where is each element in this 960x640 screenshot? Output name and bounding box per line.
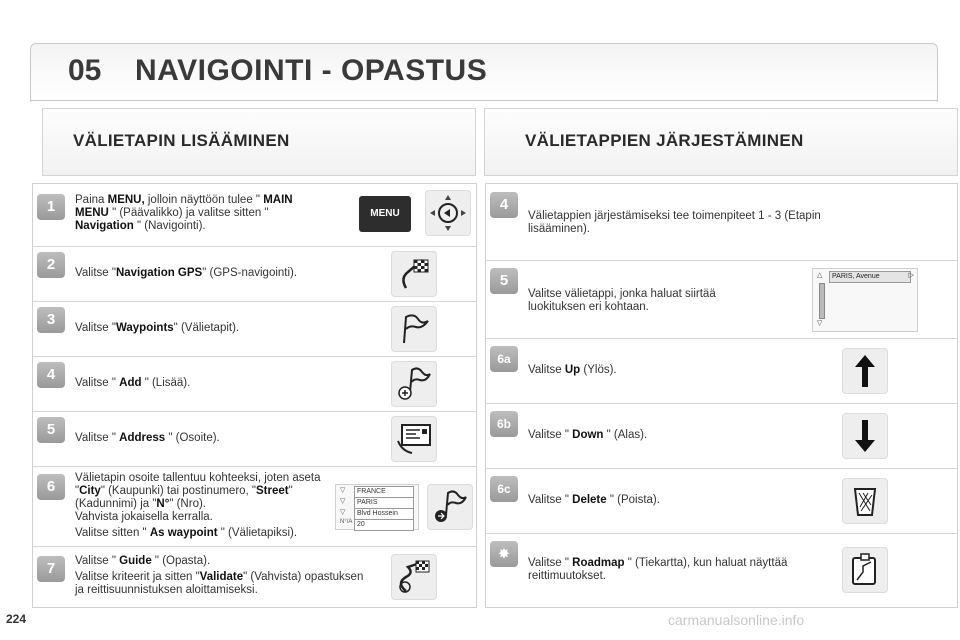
step-badge: 4 xyxy=(37,362,65,388)
form-field-city: PARIS xyxy=(354,497,414,509)
watermark: carmanualsonline.info xyxy=(668,612,805,628)
dropdown-arrow-icon: ▽ xyxy=(340,487,346,494)
step-badge: ✸ xyxy=(490,541,518,567)
gps-navigation-icon xyxy=(391,251,437,297)
form-field-number: 20 xyxy=(354,519,414,531)
form-field-street: Blvd Hossein xyxy=(354,508,414,520)
left-section-header xyxy=(42,108,476,176)
step-text: Valitse " Roadmap " (Tiekartta), kun haluat näyttää reittimuutokset. xyxy=(528,557,788,582)
as-waypoint-icon xyxy=(427,484,473,530)
step-text: Valitse Up (Ylös). xyxy=(528,364,617,376)
scrollbar xyxy=(819,283,825,319)
arrow-up-icon xyxy=(842,348,888,394)
header-divider xyxy=(30,100,938,101)
waypoint-list-item: PARIS, Avenue xyxy=(829,271,911,283)
step-row xyxy=(33,466,476,547)
address-form-preview xyxy=(335,484,419,530)
step-row xyxy=(33,356,476,412)
trash-icon xyxy=(842,478,888,524)
step-badge: 5 xyxy=(490,268,518,294)
step-badge: 1 xyxy=(37,194,65,220)
step-badge: 4 xyxy=(490,192,518,218)
step-badge: 6c xyxy=(490,476,518,502)
step-row xyxy=(486,260,957,339)
dropdown-arrow-icon: ▽ xyxy=(340,498,346,505)
waypoint-flag-icon xyxy=(391,306,437,352)
chapter-number: 05 xyxy=(68,54,102,87)
step-badge: 3 xyxy=(37,307,65,333)
left-section-title: VÄLIETAPIN LISÄÄMINEN xyxy=(73,131,290,150)
step-row xyxy=(33,184,476,247)
step-row xyxy=(486,184,957,261)
joystick-icon xyxy=(425,190,471,236)
step-badge: 5 xyxy=(37,417,65,443)
form-field-number-label: N°/A xyxy=(340,519,353,525)
chapter-title: NAVIGOINTI - OPASTUS xyxy=(135,54,488,87)
right-steps-column xyxy=(485,183,958,608)
arrow-right-icon: ▷ xyxy=(908,272,914,279)
step-text: Välietapin osoite tallentuu kohteeksi, joten aseta "City" (Kaupunki) tai postinumero, "Street" (Kadunnimi) ja "N°" (Nro). Vahvista jokaisella kerralla. Valitse sitten " As waypoint " (Välietapiksi). xyxy=(75,472,321,539)
step-text: Valitse välietappi, jonka haluat siirtää luokituksen eri kohtaan. xyxy=(528,288,716,313)
step-row xyxy=(33,301,476,357)
right-section-header xyxy=(484,108,958,176)
step-row xyxy=(33,546,476,607)
step-text: Valitse " Delete " (Poista). xyxy=(528,494,660,506)
step-row xyxy=(486,338,957,404)
guide-route-icon xyxy=(391,554,437,600)
step-text: Valitse " Guide " (Opasta). Valitse kriteerit ja sitten "Validate" (Vahvista) opastuksen ja reittisuunnistuksen aloittamiseksi. xyxy=(75,555,364,596)
step-row xyxy=(33,246,476,302)
address-card-icon xyxy=(391,416,437,462)
step-text: Valitse " Add " (Lisää). xyxy=(75,377,191,389)
step-row xyxy=(33,411,476,467)
step-badge: 6 xyxy=(37,474,65,500)
step-text: Valitse " Down " (Alas). xyxy=(528,429,648,441)
step-badge: 6b xyxy=(490,411,518,437)
step-row xyxy=(486,403,957,469)
menu-button-icon: MENU xyxy=(359,196,411,232)
page-number: 224 xyxy=(6,612,27,626)
arrow-down-icon xyxy=(842,413,888,459)
step-badge: 6a xyxy=(490,346,518,372)
right-section-title: VÄLIETAPPIEN JÄRJESTÄMINEN xyxy=(525,131,804,150)
scroll-down-icon: ▽ xyxy=(817,320,823,327)
step-text: Paina MENU, jolloin näyttöön tulee " MAIN MENU " (Päävalikko) ja valitse sitten " Navigation " (Navigointi). xyxy=(75,194,293,232)
step-text: Valitse "Navigation GPS" (GPS-navigointi). xyxy=(75,267,298,279)
waypoint-list-preview xyxy=(812,268,918,332)
scroll-up-icon: △ xyxy=(817,272,823,279)
step-text: Valitse "Waypoints" (Välietapit). xyxy=(75,322,240,334)
dropdown-arrow-icon: ▽ xyxy=(340,509,346,516)
add-waypoint-icon xyxy=(391,361,437,407)
step-text: Välietappien järjestämiseksi tee toimenpiteet 1 - 3 (Etapin lisääminen). xyxy=(528,210,821,235)
form-field-country: FRANCE xyxy=(354,486,414,498)
step-badge: 2 xyxy=(37,252,65,278)
step-badge: 7 xyxy=(37,556,65,582)
roadmap-icon xyxy=(842,547,888,593)
step-text: Valitse " Address " (Osoite). xyxy=(75,432,220,444)
step-row xyxy=(486,468,957,534)
left-steps-column xyxy=(32,183,477,608)
step-row xyxy=(486,533,957,607)
